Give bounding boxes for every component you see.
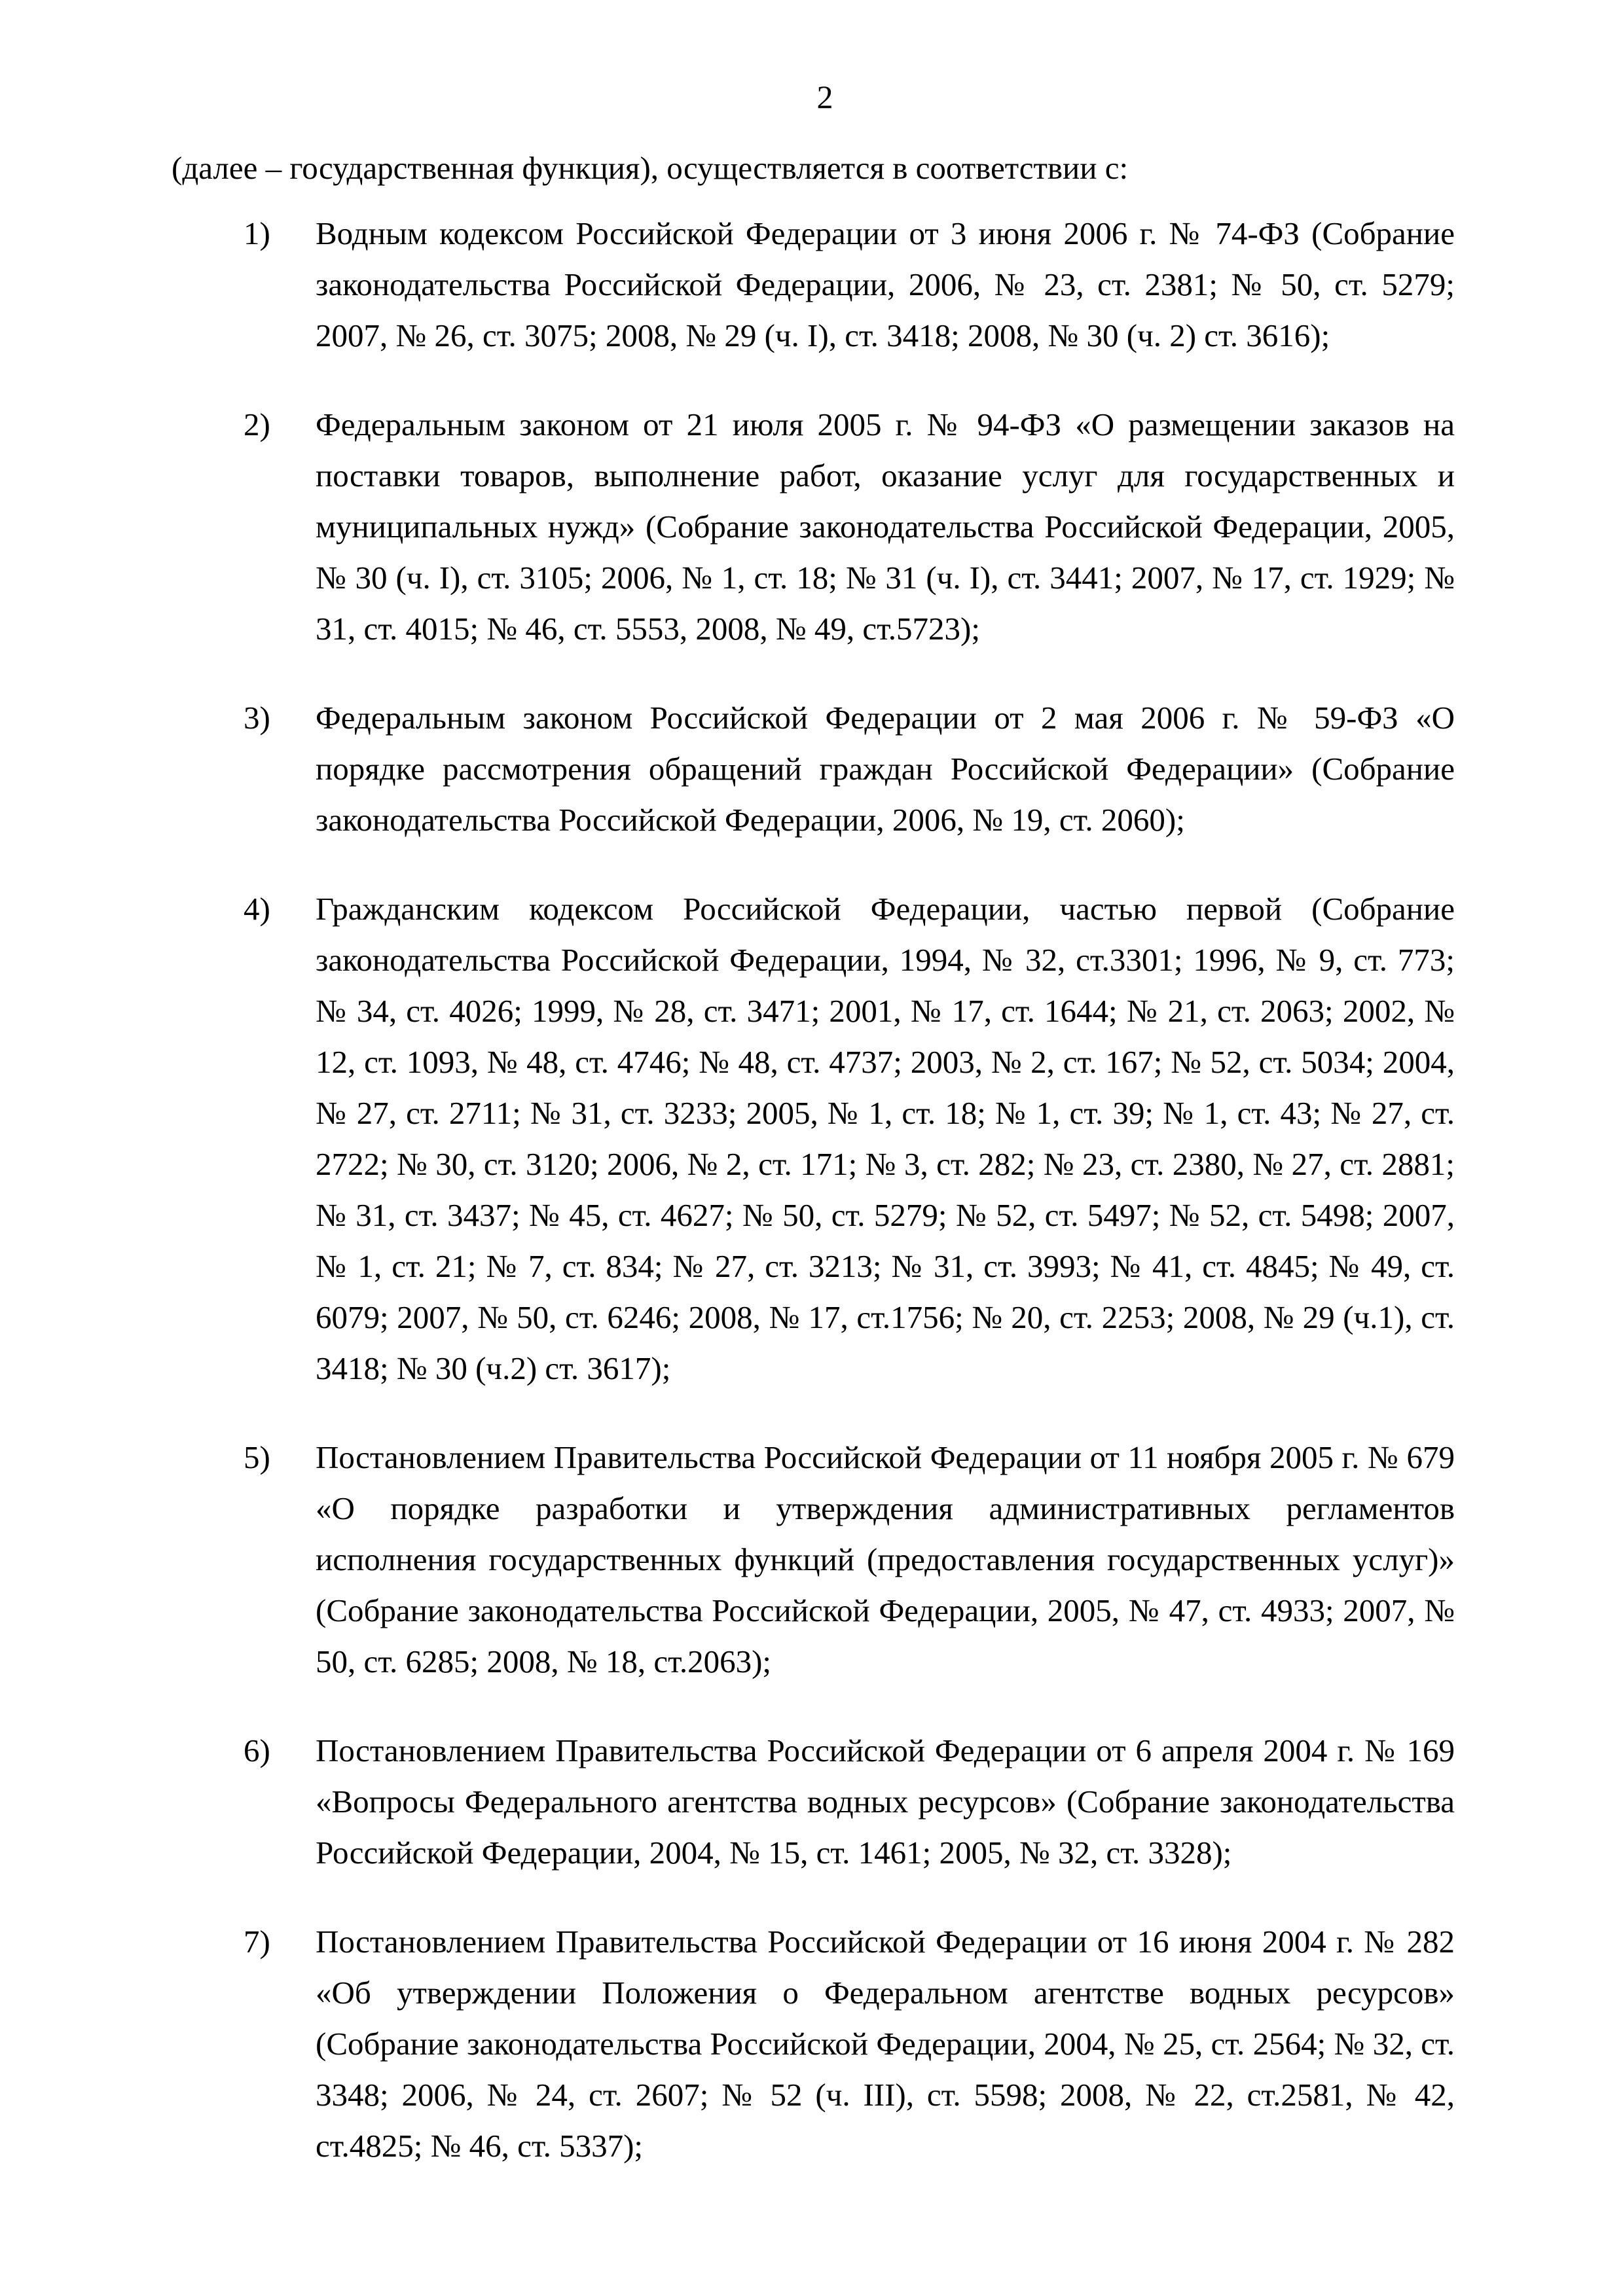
list-item bbox=[244, 1432, 1455, 1687]
list-item-number: 7) bbox=[244, 1924, 270, 1960]
list-item-text: Постановлением Правительства Российской Федерации от 16 июня 2004 г. № 282 «Об утверждении Положения о Федеральном агентстве водных ресурсов» (Собрание законодательства Российской Федерации, 2004, № 25, ст. 2564; № 32, ст. 3348; 2006, № 24, ст. 2607; № 52 (ч. III), ст. 5598; 2008, № 22, ст.2581, № 42, ст.4825; № 46, ст. 5337); bbox=[316, 1924, 1455, 2164]
list-item bbox=[244, 1725, 1455, 1878]
legal-basis-list bbox=[244, 208, 1455, 2210]
list-item-number: 1) bbox=[244, 215, 270, 251]
list-item bbox=[244, 1916, 1455, 2172]
list-item bbox=[244, 692, 1455, 846]
list-item-number: 6) bbox=[244, 1732, 270, 1768]
intro-paragraph: (далее – государственная функция), осуществляется в соответствии с: bbox=[172, 150, 1129, 186]
page-number: 2 bbox=[816, 79, 833, 115]
list-item bbox=[244, 399, 1455, 655]
list-item-number: 2) bbox=[244, 406, 270, 442]
list-item-text: Федеральным законом от 21 июля 2005 г. № 94-ФЗ «О размещении заказов на поставки товаров, выполнение работ, оказание услуг для государственных и муниципальных нужд» (Собрание законодательства Российской Федерации, 2005, № 30 (ч. I), ст. 3105; 2006, № 1, ст. 18; № 31 (ч. I), ст. 3441; 2007, № 17, ст. 1929; № 31, ст. 4015; № 46, ст. 5553, 2008, № 49, ст.5723); bbox=[316, 406, 1455, 647]
list-item-text: Водным кодексом Российской Федерации от 3 июня 2006 г. № 74-ФЗ (Собрание законодательства Российской Федерации, 2006, № 23, ст. 2381; № 50, ст. 5279; 2007, № 26, ст. 3075; 2008, № 29 (ч. I), ст. 3418; 2008, № 30 (ч. 2) ст. 3616); bbox=[316, 215, 1455, 353]
list-item bbox=[244, 208, 1455, 361]
list-item-text: Постановлением Правительства Российской Федерации от 11 ноября 2005 г. № 679 «О порядке разработки и утверждения административных регламентов исполнения государственных функций (предоставления государственных услуг)» (Собрание законодательства Российской Федерации, 2005, № 47, ст. 4933; 2007, № 50, ст. 6285; 2008, № 18, ст.2063); bbox=[316, 1439, 1455, 1679]
list-item-text: Постановлением Правительства Российской Федерации от 6 апреля 2004 г. № 169 «Вопросы Федерального агентства водных ресурсов» (Собрание законодательства Российской Федерации, 2004, № 15, ст. 1461; 2005, № 32, ст. 3328); bbox=[316, 1732, 1455, 1871]
list-item-number: 3) bbox=[244, 700, 270, 736]
list-item-text: Гражданским кодексом Российской Федерации, частью первой (Собрание законодательства Российской Федерации, 1994, № 32, ст.3301; 1996, № 9, ст. 773; № 34, ст. 4026; 1999, № 28, ст. 3471; 2001, № 17, ст. 1644; № 21, ст. 2063; 2002, № 12, ст. 1093, № 48, ст. 4746; № 48, ст. 4737; 2003, № 2, ст. 167; № 52, ст. 5034; 2004, № 27, ст. 2711; № 31, ст. 3233; 2005, № 1, ст. 18; № 1, ст. 39; № 1, ст. 43; № 27, ст. 2722; № 30, ст. 3120; 2006, № 2, ст. 171; № 3, ст. 282; № 23, ст. 2380, № 27, ст. 2881; № 31, ст. 3437; № 45, ст. 4627; № 50, ст. 5279; № 52, ст. 5497; № 52, ст. 5498; 2007, № 1, ст. 21; № 7, ст. 834; № 27, ст. 3213; № 31, ст. 3993; № 41, ст. 4845; № 49, ст. 6079; 2007, № 50, ст. 6246; 2008, № 17, ст.1756; № 20, ст. 2253; 2008, № 29 (ч.1), ст. 3418; № 30 (ч.2) ст. 3617); bbox=[316, 891, 1455, 1386]
list-item-number: 5) bbox=[244, 1439, 270, 1475]
list-item-number: 4) bbox=[244, 891, 270, 927]
list-item bbox=[244, 884, 1455, 1394]
list-item-text: Федеральным законом Российской Федерации от 2 мая 2006 г. № 59-ФЗ «О порядке рассмотрения обращений граждан Российской Федерации» (Собрание законодательства Российской Федерации, 2006, № 19, ст. 2060); bbox=[316, 700, 1455, 838]
